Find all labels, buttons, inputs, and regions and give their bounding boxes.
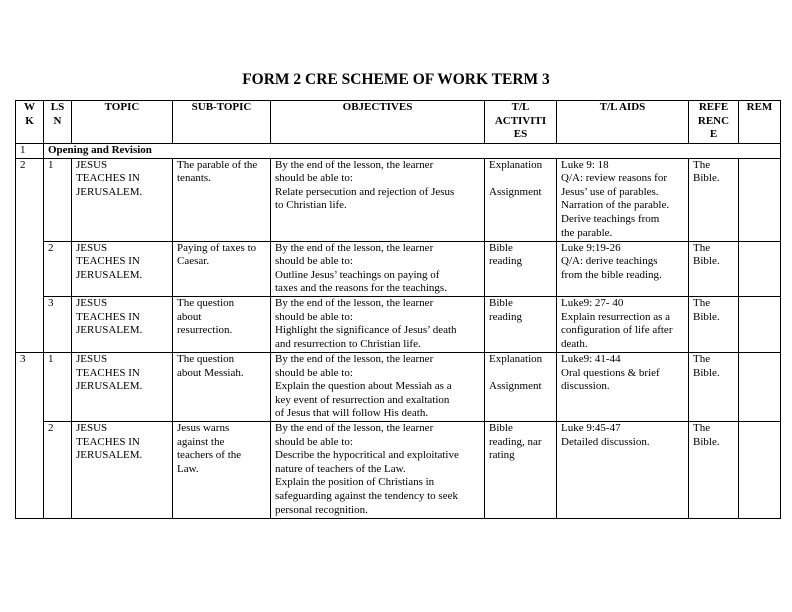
activities-cell: Explanation Assignment [485,352,557,421]
remarks-cell [739,421,781,518]
header-remarks: REM [739,101,781,144]
aids-cell: Luke9: 27- 40 Explain resurrection as a configuration of life after death. [557,296,689,352]
lesson-number-cell: 2 [44,421,72,518]
subtopic-cell: The question about resurrection. [173,296,271,352]
topic-cell: JESUS TEACHES IN JERUSALEM. [72,241,173,296]
reference-cell: The Bible. [689,158,739,241]
objectives-cell: By the end of the lesson, the learner should be able to: Describe the hypocritical and exploitative nature of teachers of the Law. Explain the position of Christians in safeguarding against the tendency to seek personal recognition. [271,421,485,518]
aids-cell: Luke 9: 18 Q/A: review reasons for Jesus’ use of parables. Narration of the parable. Derive teachings from the parable. [557,158,689,241]
week-number: 2 [16,158,44,352]
activities-cell: Bible reading [485,296,557,352]
objectives-cell: By the end of the lesson, the learner should be able to: Explain the question about Messiah as a key event of resurrection and exaltation of Jesus that will follow His death. [271,352,485,421]
subtopic-cell: Jesus warns against the teachers of the Law. [173,421,271,518]
reference-cell: The Bible. [689,352,739,421]
header-objectives: OBJECTIVES [271,101,485,144]
header-row [16,101,781,144]
header-subtopic: SUB-TOPIC [173,101,271,144]
table-row [16,421,781,518]
lesson-number-cell: 1 [44,158,72,241]
remarks-cell [739,352,781,421]
topic-cell: JESUS TEACHES IN JERUSALEM. [72,421,173,518]
aids-cell: Luke9: 41-44 Oral questions & brief discussion. [557,352,689,421]
header-lesson: LS N [44,101,72,144]
subtopic-cell: Paying of taxes to Caesar. [173,241,271,296]
header-activities: T/L ACTIVITI ES [485,101,557,144]
table-row [16,352,781,421]
section-row [16,144,781,159]
reference-cell: The Bible. [689,296,739,352]
header-week: W K [16,101,44,144]
objectives-cell: By the end of the lesson, the learner should be able to: Relate persecution and rejection of Jesus to Christian life. [271,158,485,241]
remarks-cell [739,241,781,296]
section-week: 1 [16,144,44,159]
lesson-number-cell: 1 [44,352,72,421]
table-row [16,241,781,296]
activities-cell: Bible reading [485,241,557,296]
header-reference: REFE RENC E [689,101,739,144]
document-title: FORM 2 CRE SCHEME OF WORK TERM 3 [242,71,550,88]
topic-cell: JESUS TEACHES IN JERUSALEM. [72,158,173,241]
objectives-cell: By the end of the lesson, the learner should be able to: Highlight the significance of Jesus’ death and resurrection to Christian life. [271,296,485,352]
reference-cell: The Bible. [689,421,739,518]
table-row [16,296,781,352]
topic-cell: JESUS TEACHES IN JERUSALEM. [72,352,173,421]
reference-cell: The Bible. [689,241,739,296]
table-row [16,158,781,241]
aids-cell: Luke 9:45-47 Detailed discussion. [557,421,689,518]
lesson-number-cell: 2 [44,241,72,296]
remarks-cell [739,158,781,241]
activities-cell: Explanation Assignment [485,158,557,241]
lesson-number-cell: 3 [44,296,72,352]
objectives-cell: By the end of the lesson, the learner should be able to: Outline Jesus’ teachings on paying of taxes and the reasons for the teachings. [271,241,485,296]
scheme-of-work-table [15,100,781,519]
remarks-cell [739,296,781,352]
subtopic-cell: The parable of the tenants. [173,158,271,241]
aids-cell: Luke 9:19-26 Q/A: derive teachings from the bible reading. [557,241,689,296]
activities-cell: Bible reading, nar rating [485,421,557,518]
header-topic: TOPIC [72,101,173,144]
section-label: Opening and Revision [44,144,781,159]
topic-cell: JESUS TEACHES IN JERUSALEM. [72,296,173,352]
header-aids: T/L AIDS [557,101,689,144]
subtopic-cell: The question about Messiah. [173,352,271,421]
week-number: 3 [16,352,44,518]
